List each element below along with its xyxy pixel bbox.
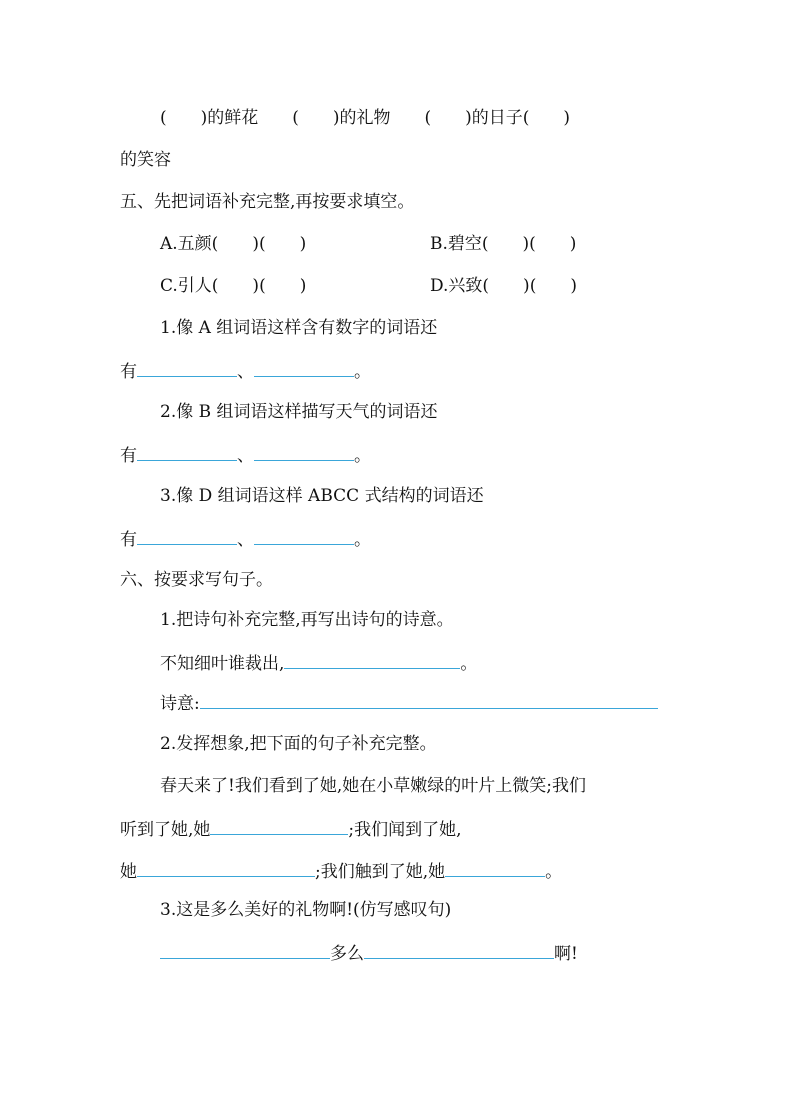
q5-option-a: A.五颜( )( ) (160, 234, 307, 254)
q6-meaning-row (160, 690, 658, 716)
q6-paragraph-1: 春天来了!我们看到了她,她在小草嫩绿的叶片上微笑;我们 (160, 776, 586, 796)
period: 。 (354, 362, 371, 382)
paragraph-text: 她 (120, 862, 137, 882)
q4-line-2: 的笑容 (120, 150, 171, 170)
q6-poem-row (160, 650, 477, 676)
answer-blank[interactable] (137, 526, 237, 545)
q5-answer-row-1 (120, 358, 371, 384)
q5-option-d: D.兴致( )( ) (430, 276, 577, 296)
exclaim-blank[interactable] (364, 940, 554, 959)
exclaim-mid: 多么 (330, 944, 364, 964)
q6-sub-2: 2.发挥想象,把下面的句子补充完整。 (160, 734, 437, 754)
q6-paragraph-2 (120, 816, 462, 842)
period: 。 (545, 862, 563, 882)
exclaim-blank[interactable] (160, 940, 330, 959)
poem-start: 不知细叶谁裁出, (160, 654, 285, 674)
answer-blank[interactable] (137, 358, 237, 377)
answer-blank[interactable] (254, 442, 354, 461)
paragraph-text: ;我们闻到了她, (348, 820, 462, 840)
period: 。 (354, 530, 371, 550)
separator: 、 (237, 362, 254, 382)
answer-prefix: 有 (120, 362, 137, 382)
period: 。 (354, 446, 371, 466)
answer-prefix: 有 (120, 530, 137, 550)
q6-paragraph-3 (120, 858, 562, 884)
answer-blank[interactable] (137, 442, 237, 461)
separator: 、 (237, 446, 254, 466)
q5-option-c: C.引人( )( ) (160, 276, 307, 296)
paragraph-text: ;我们触到了她,她 (315, 862, 446, 882)
q5-answer-row-3 (120, 526, 371, 552)
q6-sub-3: 3.这是多么美好的礼物啊!(仿写感叹句) (160, 900, 452, 920)
answer-blank[interactable] (254, 526, 354, 545)
q6-heading: 六、按要求写句子。 (120, 570, 273, 590)
separator: 、 (237, 530, 254, 550)
q5-heading: 五、先把词语补充完整,再按要求填空。 (120, 192, 415, 212)
q5-sub-2: 2.像 B 组词语这样描写天气的词语还 (160, 402, 438, 422)
q6-sub-1: 1.把诗句补充完整,再写出诗句的诗意。 (160, 610, 454, 630)
q6-exclamation-row (160, 940, 578, 966)
q4-line-1: ( )的鲜花 ( )的礼物 ( )的日子( ) (160, 108, 571, 128)
touched-blank[interactable] (445, 858, 545, 877)
meaning-blank[interactable] (200, 690, 658, 709)
paragraph-text: 听到了她,她 (120, 820, 211, 840)
meaning-label: 诗意: (160, 694, 200, 714)
answer-blank[interactable] (254, 358, 354, 377)
poem-blank[interactable] (284, 650, 460, 669)
q5-answer-row-2 (120, 442, 371, 468)
q5-sub-3: 3.像 D 组词语这样 ABCC 式结构的词语还 (160, 486, 484, 506)
answer-prefix: 有 (120, 446, 137, 466)
exclaim-end: 啊! (554, 944, 578, 964)
q5-sub-1: 1.像 A 组词语这样含有数字的词语还 (160, 318, 438, 338)
q5-option-b: B.碧空( )( ) (430, 234, 577, 254)
poem-end: 。 (460, 654, 478, 674)
heard-blank[interactable] (210, 816, 348, 835)
smelled-blank[interactable] (137, 858, 315, 877)
